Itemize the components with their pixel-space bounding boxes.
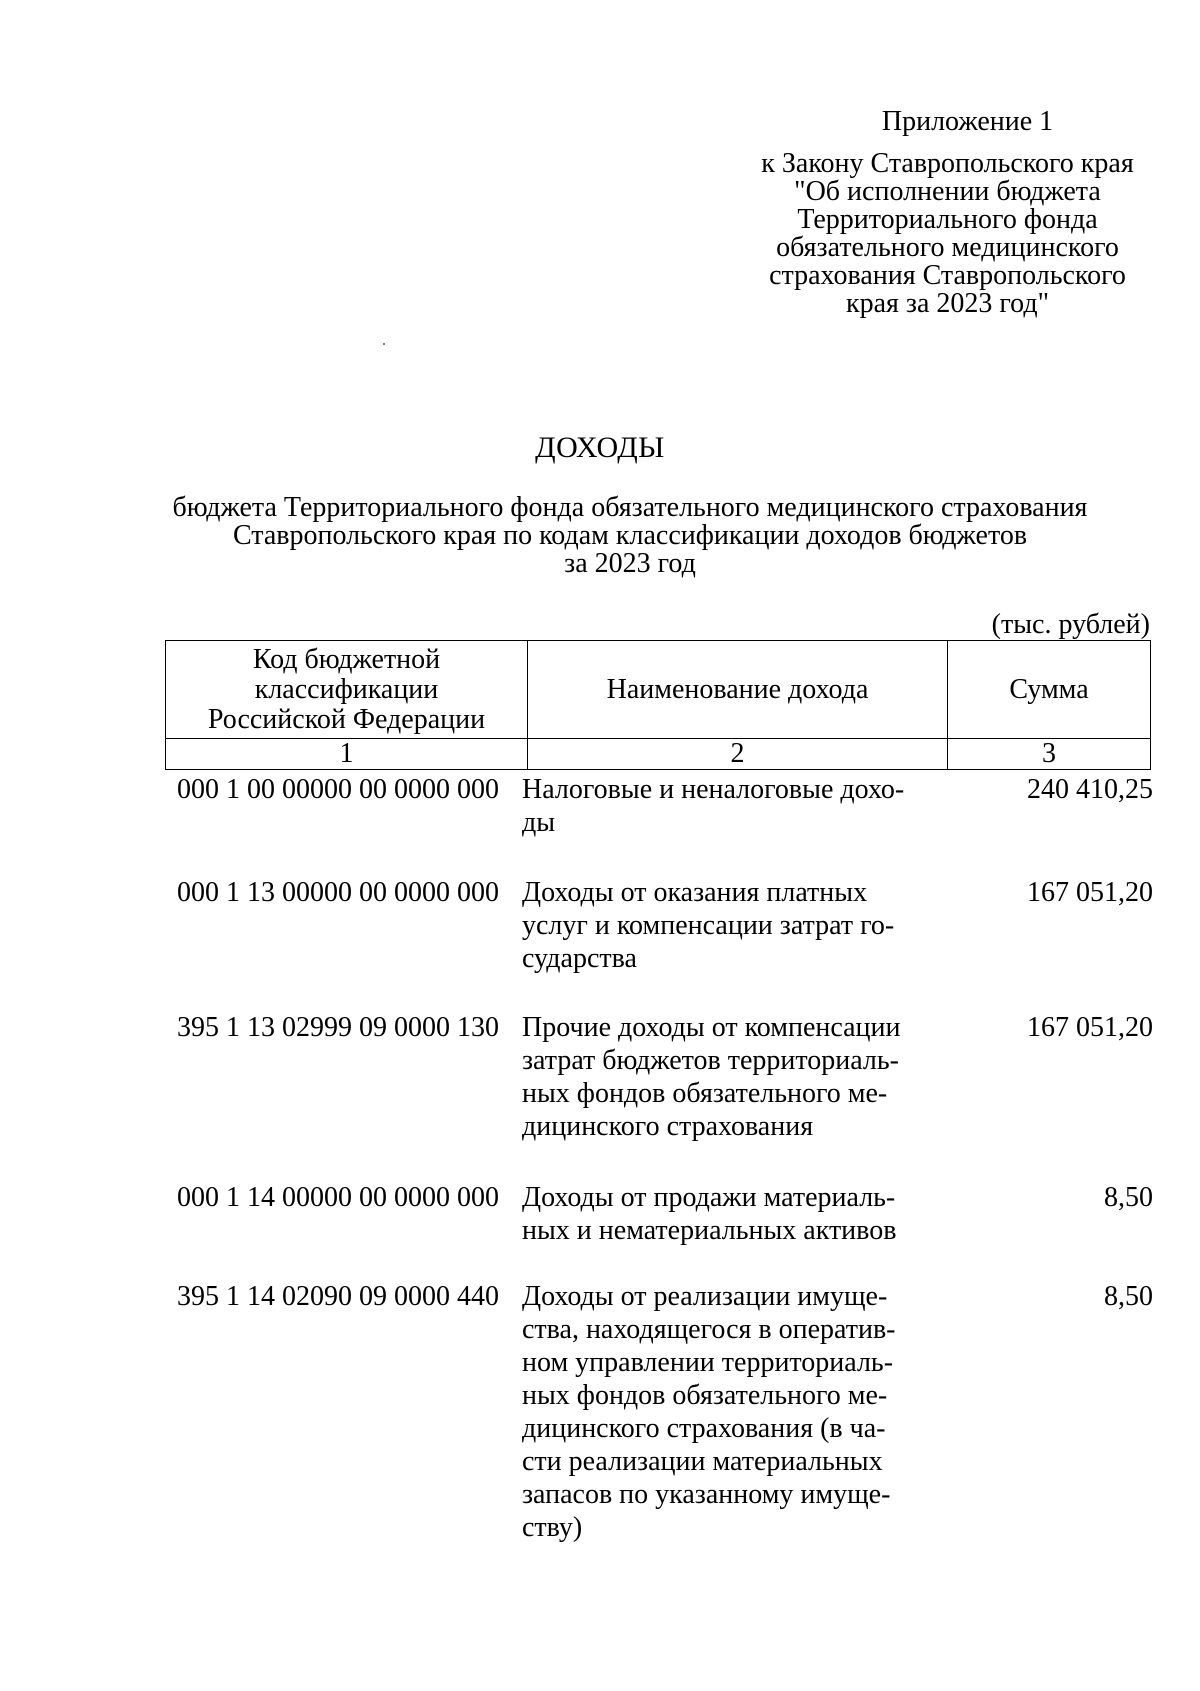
- scan-speck: [383, 343, 385, 345]
- row-name: Доходы от реализации имуще- ства, находящегося в оператив- ном управлении территориаль- ных фондов обязательного ме- дицинского страхования (в ча- сти реализации материальных запасов по указанному имуще- ству): [522, 1281, 896, 1543]
- column-number-3: 3: [948, 739, 1151, 770]
- row-sum: 8,50: [1104, 1182, 1153, 1213]
- column-number-2: 2: [528, 739, 948, 770]
- appendix-title: Приложение 1: [881, 106, 1054, 137]
- row-code: 395 1 14 02090 09 0000 440: [177, 1281, 499, 1312]
- row-code: 395 1 13 02999 09 0000 130: [177, 1012, 499, 1043]
- row-code: 000 1 14 00000 00 0000 000: [177, 1182, 499, 1213]
- row-sum: 240 410,25: [1027, 774, 1153, 805]
- header-name: Наименование дохода: [528, 641, 948, 739]
- row-sum: 8,50: [1104, 1281, 1153, 1312]
- row-code: 000 1 00 00000 00 0000 000: [177, 774, 499, 805]
- row-code: 000 1 13 00000 00 0000 000: [177, 877, 499, 908]
- row-sum: 167 051,20: [1027, 1012, 1153, 1043]
- header-sum: Сумма: [948, 641, 1151, 739]
- row-name: Доходы от оказания платных услуг и компенсации затрат го- сударства: [522, 877, 895, 974]
- appendix-law-reference: к Закону Ставропольского края "Об исполнении бюджета Территориального фонда обязательного медицинского страхования Ставропольского края за 2023 год": [761, 148, 1134, 319]
- column-number-1: 1: [166, 739, 528, 770]
- units-label: (тыс. рублей): [991, 609, 1150, 640]
- row-name: Прочие доходы от компенсации затрат бюджетов территориаль- ных фондов обязательного ме- дицинского страхования: [522, 1012, 901, 1142]
- table-header: [165, 640, 1151, 770]
- document-subtitle: бюджета Территориального фонда обязательного медицинского страхования Ставропольского края по кодам классификации доходов бюджетов за 2023 год: [172, 492, 1088, 579]
- row-name: Налоговые и неналоговые дохо- ды: [522, 774, 905, 838]
- appendix-header: [745, 108, 1150, 318]
- row-name: Доходы от продажи материаль- ных и нематериальных активов: [522, 1182, 897, 1246]
- header-code: Код бюджетной классификации Российской Федерации: [166, 641, 528, 739]
- document-title: ДОХОДЫ: [535, 431, 665, 464]
- row-sum: 167 051,20: [1027, 877, 1153, 908]
